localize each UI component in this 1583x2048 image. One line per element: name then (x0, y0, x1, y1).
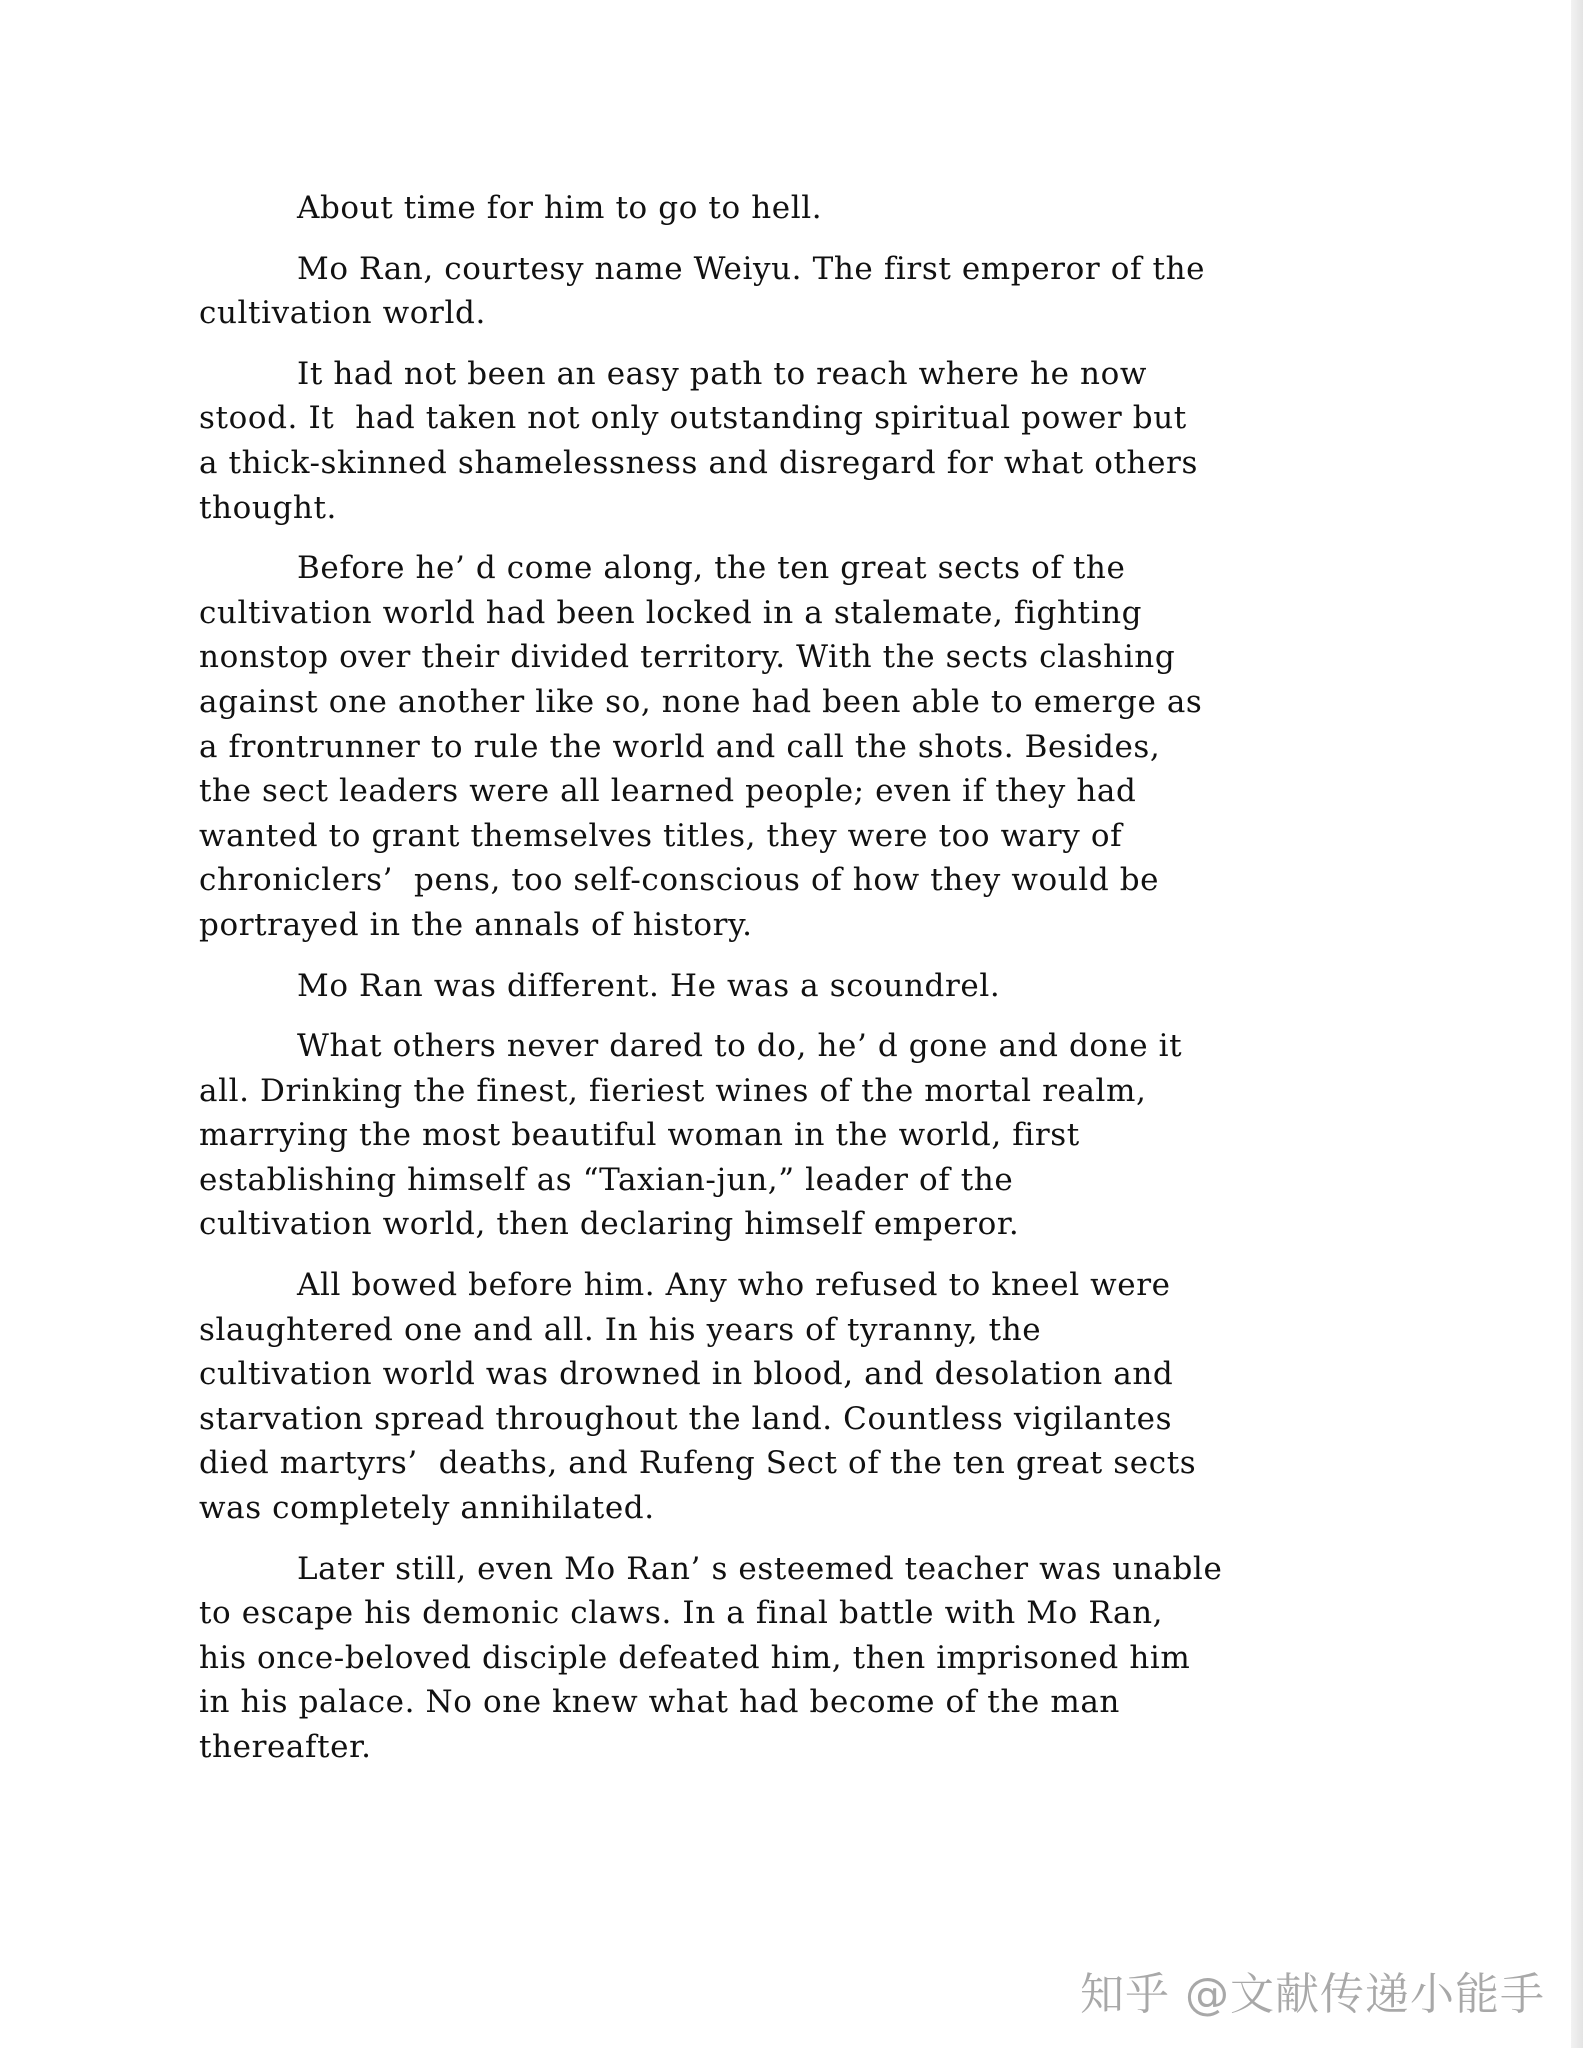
text-line: cultivation world. (199, 295, 486, 332)
text-line: Later still, even Mo Ran’ s esteemed teacher was unable (297, 1550, 1223, 1587)
text-line: stood. It had taken not only outstanding spiritual power but (199, 400, 1187, 437)
text-line: Before he’ d come along, the ten great sects of the (297, 550, 1126, 587)
paragraph-3 (199, 352, 1399, 530)
text-line: a frontrunner to rule the world and call the shots. Besides, (199, 728, 1161, 765)
text-line: What others never dared to do, he’ d gone and done it (297, 1028, 1183, 1065)
text-line: It had not been an easy path to reach where he now (297, 355, 1148, 392)
text-line: starvation spread throughout the land. Countless vigilantes (199, 1400, 1173, 1437)
text-line: About time for him to go to hell. (297, 190, 823, 226)
paragraph-6 (199, 1024, 1399, 1247)
text-line: a thick-skinned shamelessness and disregard for what others (199, 444, 1198, 481)
text-line: cultivation world was drowned in blood, and desolation and (199, 1356, 1174, 1393)
paragraph-1 (199, 186, 1399, 231)
text-line: All bowed before him. Any who refused to kneel were (297, 1267, 1171, 1304)
paragraph-5 (199, 964, 1399, 1009)
text-line: Mo Ran was different. He was a scoundrel. (297, 967, 1001, 1004)
text-line: cultivation world had been locked in a stalemate, fighting (199, 594, 1143, 631)
text-line: was completely annihilated. (199, 1490, 655, 1527)
watermark-text: 知乎 @文献传递小能手 (1080, 1969, 1545, 2020)
text-line: died martyrs’ deaths, and Rufeng Sect of the ten great sects (199, 1445, 1197, 1482)
text-line: marrying the most beautiful woman in the world, first (199, 1117, 1080, 1154)
page-edge-shadow (1571, 0, 1583, 2048)
paragraph-2 (199, 247, 1399, 336)
text-line: to escape his demonic claws. In a final battle with Mo Ran, (199, 1595, 1164, 1632)
text-line: all. Drinking the finest, fieriest wines of the mortal realm, (199, 1072, 1147, 1109)
text-line: thought. (199, 489, 337, 526)
text-line: wanted to grant themselves titles, they were too wary of (199, 817, 1123, 854)
text-line: the sect leaders were all learned people; even if they had (199, 773, 1137, 810)
text-line: nonstop over their divided territory. With the sects clashing (199, 639, 1176, 676)
text-line: against one another like so, none had been able to emerge as (199, 683, 1203, 720)
paragraph-8 (199, 1547, 1399, 1770)
text-line: establishing himself as “Taxian-jun,” leader of the (199, 1161, 1014, 1198)
text-line: his once-beloved disciple defeated him, then imprisoned him (199, 1639, 1191, 1676)
text-line: cultivation world, then declaring himself emperor. (199, 1206, 1020, 1243)
paragraph-7 (199, 1263, 1399, 1531)
text-line: Mo Ran, courtesy name Weiyu. The first emperor of the (297, 250, 1206, 287)
text-line: slaughtered one and all. In his years of tyranny, the (199, 1311, 1042, 1348)
text-line: in his palace. No one knew what had become of the man (199, 1684, 1120, 1721)
text-line: chroniclers’ pens, too self-conscious of how they would be (199, 862, 1160, 899)
text-line: portrayed in the annals of history. (199, 906, 753, 943)
document-body (199, 186, 1399, 1786)
text-line: thereafter. (199, 1729, 372, 1765)
paragraph-4 (199, 546, 1399, 947)
